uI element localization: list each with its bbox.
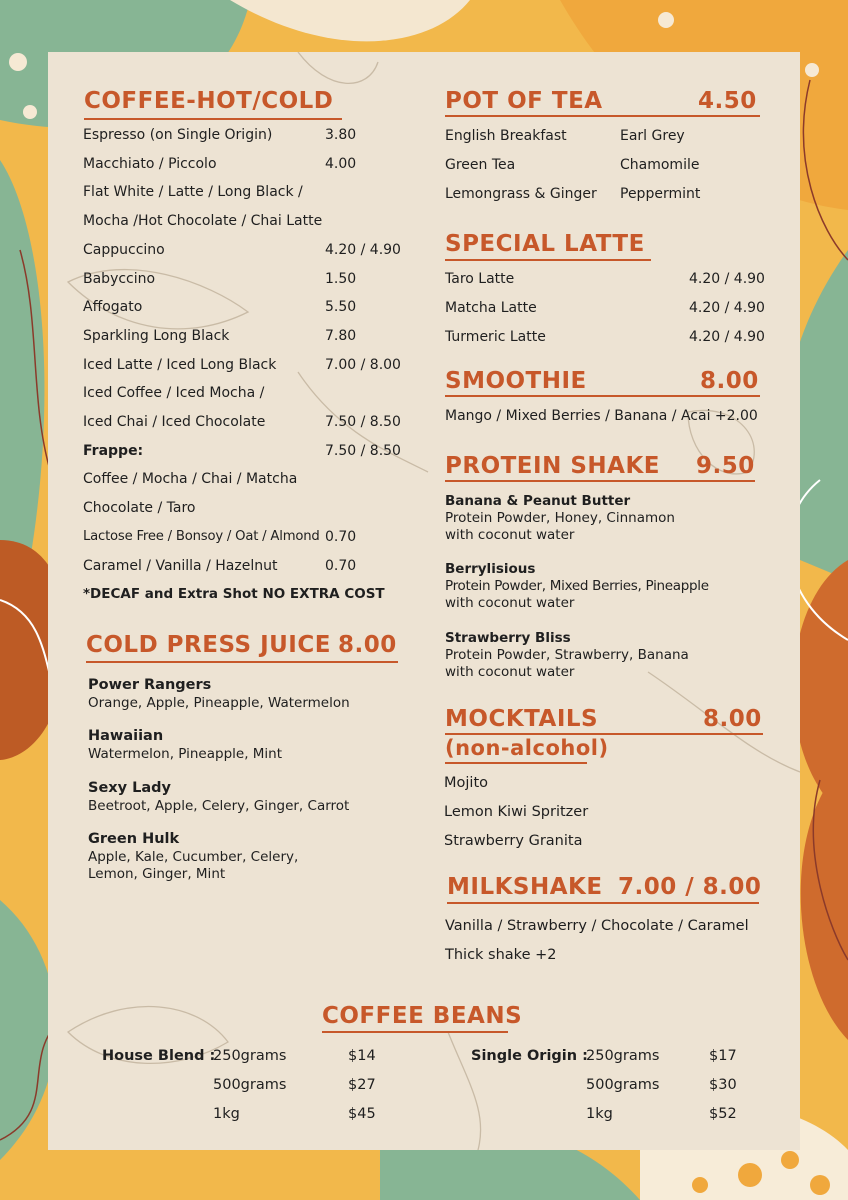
juice-item-name: Sexy Lady <box>88 780 171 796</box>
protein-item-description: Protein Powder, Strawberry, Banana <box>445 647 689 663</box>
smoothie-heading-underline <box>445 395 760 397</box>
latte-heading-underline <box>445 259 651 261</box>
juice-item-description: Beetroot, Apple, Celery, Ginger, Carrot <box>88 798 350 814</box>
single-origin-price: $30 <box>709 1077 737 1093</box>
protein-item-description: with coconut water <box>445 527 575 543</box>
protein-item-name: Banana & Peanut Butter <box>445 493 631 509</box>
coffee-item-price: 3.80 <box>325 127 357 143</box>
tea-price: 4.50 <box>698 88 757 114</box>
house-blend-price: $14 <box>348 1048 376 1064</box>
house-blend-weight: 1kg <box>213 1106 240 1122</box>
coffee-item-price: 1.50 <box>325 270 357 287</box>
mocktails-subheading: (non-alcohol) <box>445 736 609 760</box>
latte-item-price: 4.20 / 4.90 <box>689 329 765 345</box>
coffee-item-name: Lactose Free / Bonsoy / Oat / Almond <box>83 528 320 544</box>
milkshake-heading-underline <box>447 902 759 904</box>
house-blend-weight: 250grams <box>213 1048 287 1064</box>
coffee-item-name: Caramel / Vanilla / Hazelnut <box>83 557 278 574</box>
coffee-item-name: Sparkling Long Black <box>83 327 230 344</box>
single-origin-weight: 250grams <box>586 1048 660 1064</box>
single-origin-label: Single Origin : <box>471 1048 588 1064</box>
tea-item: English Breakfast <box>445 128 567 144</box>
latte-item-price: 4.20 / 4.90 <box>689 300 765 316</box>
coffee-heading-underline <box>84 118 342 120</box>
coffee-item-name: Babyccino <box>83 270 156 287</box>
latte-heading: SPECIAL LATTE <box>445 231 645 257</box>
latte-item-price: 4.20 / 4.90 <box>689 271 765 287</box>
coffee-item-name: Macchiato / Piccolo <box>83 155 217 172</box>
juice-item-description: Apple, Kale, Cucumber, Celery, <box>88 849 299 865</box>
protein-item-description: with coconut water <box>445 664 575 680</box>
coffee-item-name: Affogato <box>83 299 143 316</box>
juice-item-name: Power Rangers <box>88 677 212 693</box>
juice-price: 8.00 <box>338 632 397 658</box>
latte-item-name: Matcha Latte <box>445 300 537 316</box>
latte-item-name: Taro Latte <box>445 271 515 287</box>
smoothie-heading: SMOOTHIE <box>445 368 587 394</box>
protein-price: 9.50 <box>696 453 755 479</box>
coffee-item-price: 4.00 <box>325 155 357 172</box>
mocktail-item: Mojito <box>444 775 488 791</box>
coffee-item-price: 0.70 <box>325 557 357 574</box>
smoothie-options: Mango / Mixed Berries / Banana / Acai +2.00 <box>445 408 758 424</box>
coffee-note: *DECAF and Extra Shot NO EXTRA COST <box>83 586 385 602</box>
house-blend-label: House Blend : <box>102 1048 216 1064</box>
protein-item-description: Protein Powder, Mixed Berries, Pineapple <box>445 578 709 594</box>
milkshake-item: Thick shake +2 <box>445 947 557 963</box>
house-blend-price: $27 <box>348 1077 376 1093</box>
smoothie-price: 8.00 <box>700 368 759 394</box>
coffee-item-price: 7.00 / 8.00 <box>325 356 401 373</box>
single-origin-price: $52 <box>709 1106 737 1122</box>
tea-item: Chamomile <box>620 157 700 173</box>
milkshake-price: 7.00 / 8.00 <box>618 874 762 900</box>
coffee-item-price: 7.50 / 8.50 <box>325 414 401 430</box>
coffee-item-name: Iced Latte / Iced Long Black <box>83 356 277 373</box>
protein-heading-underline <box>445 480 755 482</box>
coffee-item-name: Cappuccino <box>83 241 165 258</box>
protein-item-name: Strawberry Bliss <box>445 630 571 646</box>
mocktails-subheading-underline <box>445 762 587 764</box>
protein-item-description: with coconut water <box>445 595 575 611</box>
coffee-item-name: Coffee / Mocha / Chai / Matcha <box>83 471 298 488</box>
beans-heading: COFFEE BEANS <box>322 1003 523 1029</box>
coffee-item-price: 5.50 <box>325 299 357 316</box>
coffee-item-name: Mocha /Hot Chocolate / Chai Latte <box>83 213 323 230</box>
house-blend-weight: 500grams <box>213 1077 287 1093</box>
mocktails-heading: MOCKTAILS <box>445 706 599 732</box>
coffee-item-name: Flat White / Latte / Long Black / <box>83 184 303 201</box>
mocktail-item: Lemon Kiwi Spritzer <box>444 804 589 820</box>
coffee-item-name: Iced Chai / Iced Chocolate <box>83 414 266 430</box>
mocktails-heading-underline <box>445 733 763 735</box>
juice-item-description: Orange, Apple, Pineapple, Watermelon <box>88 695 350 711</box>
latte-item-name: Turmeric Latte <box>445 329 546 345</box>
coffee-item-price: 7.50 / 8.50 <box>325 442 401 459</box>
tea-heading-underline <box>445 115 760 117</box>
tea-item: Earl Grey <box>620 128 685 144</box>
coffee-item-name: Espresso (on Single Origin) <box>83 127 273 143</box>
milkshake-item: Vanilla / Strawberry / Chocolate / Caramel <box>445 918 749 934</box>
coffee-item-price: 7.80 <box>325 327 357 344</box>
juice-heading: COLD PRESS JUICE <box>86 632 331 658</box>
coffee-item-name: Iced Coffee / Iced Mocha / <box>83 385 265 402</box>
coffee-item-name: Chocolate / Taro <box>83 500 196 517</box>
coffee-item-price: 0.70 <box>325 528 357 545</box>
tea-item: Green Tea <box>445 157 516 173</box>
coffee-heading: COFFEE-HOT/COLD <box>84 88 334 114</box>
juice-heading-underline <box>86 661 398 663</box>
tea-item: Lemongrass & Ginger <box>445 186 597 202</box>
house-blend-price: $45 <box>348 1106 376 1122</box>
juice-item-description: Lemon, Ginger, Mint <box>88 866 226 882</box>
beans-heading-underline <box>322 1031 508 1033</box>
single-origin-weight: 500grams <box>586 1077 660 1093</box>
coffee-item-price: 4.20 / 4.90 <box>325 241 401 258</box>
coffee-item-name: Frappe: <box>83 442 144 459</box>
tea-item: Peppermint <box>620 186 701 202</box>
juice-item-description: Watermelon, Pineapple, Mint <box>88 746 283 762</box>
tea-heading: POT OF TEA <box>445 88 603 114</box>
milkshake-heading: MILKSHAKE <box>447 874 603 900</box>
juice-item-name: Green Hulk <box>88 831 180 847</box>
protein-item-name: Berrylisious <box>445 561 536 577</box>
menu-card <box>48 52 800 1150</box>
mocktail-item: Strawberry Granita <box>444 833 583 849</box>
single-origin-price: $17 <box>709 1048 737 1064</box>
protein-heading: PROTEIN SHAKE <box>445 453 660 479</box>
mocktails-price: 8.00 <box>703 706 762 732</box>
single-origin-weight: 1kg <box>586 1106 613 1122</box>
protein-item-description: Protein Powder, Honey, Cinnamon <box>445 510 675 526</box>
juice-item-name: Hawaiian <box>88 728 164 744</box>
